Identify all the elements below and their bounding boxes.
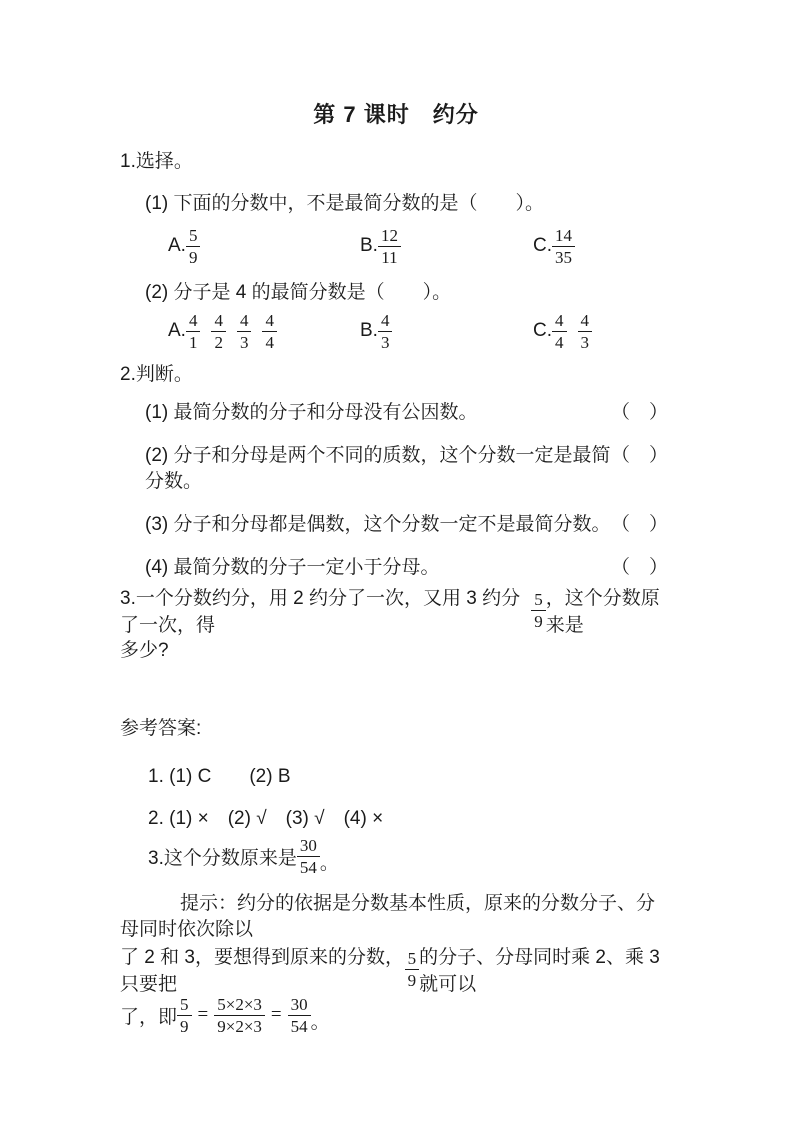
fraction-numerator: 4 [380, 310, 390, 330]
option-label: C. [533, 235, 552, 256]
fraction [262, 311, 277, 352]
q3-line-2: 多少? [120, 640, 169, 661]
hint-line-3 [120, 992, 672, 1038]
answer-line-1: 1. (1) C (2) B [148, 766, 291, 787]
answer-bracket: （ ） [610, 514, 668, 535]
fraction [237, 311, 252, 352]
q1-option-b [360, 223, 401, 269]
fraction-numerator: 4 [580, 310, 589, 330]
fraction-denominator: 3 [578, 331, 593, 352]
answer-line-3 [120, 833, 672, 879]
answer-3-period: 。 [319, 853, 339, 874]
q2-options-row [120, 308, 672, 354]
fraction-denominator: 2 [211, 331, 226, 352]
q2-stem: (2) 分子是 4 的最简分数是（ ）。 [145, 282, 452, 303]
fraction-numerator: 5 [534, 589, 543, 609]
fraction-numerator: 4 [214, 310, 223, 330]
answer-bracket: （ ） [610, 557, 668, 578]
judge-item-2 [120, 443, 672, 495]
q3-text-post: ，这个分数原来是 [545, 588, 660, 636]
q3-text-pre: 3.一个分数约分，用 2 约分了一次，又用 3 约分了一次，得 [120, 588, 521, 636]
option-label: B. [360, 235, 378, 256]
q2-option-b [360, 308, 392, 354]
fraction-numerator: 4 [555, 310, 564, 330]
fraction [378, 226, 401, 267]
option-label: A. [168, 320, 186, 341]
fraction-numerator: 5×2×3 [217, 994, 262, 1014]
fraction [177, 995, 192, 1036]
fraction-numerator: 5 [407, 948, 417, 968]
judge-text: (2) 分子和分母是两个不同的质数，这个分数一定是最简分数。 [145, 445, 611, 492]
answer-bracket: （ ） [610, 402, 668, 423]
fraction-denominator: 9 [186, 246, 201, 267]
fraction [186, 311, 201, 352]
fraction [578, 311, 593, 352]
option-label: C. [533, 320, 552, 341]
hint-line-2 [120, 946, 672, 995]
fraction [288, 995, 311, 1036]
fraction [186, 226, 201, 267]
judge-text: (3) 分子和分母都是偶数，这个分数一定不是最简分数。 [145, 514, 611, 535]
q3-line-1 [120, 587, 672, 636]
section-2-heading: 2.判断。 [120, 364, 193, 385]
fraction-numerator: 30 [290, 994, 308, 1014]
fraction-denominator: 4 [262, 331, 277, 352]
fraction [214, 995, 265, 1036]
page-title: 第 7 课时 约分 [313, 102, 479, 127]
judge-item-4 [120, 555, 672, 581]
fraction-denominator: 3 [378, 331, 393, 352]
equals-sign: = [197, 1004, 209, 1025]
fraction-denominator: 9×2×3 [214, 1015, 265, 1036]
fraction-group [552, 311, 592, 352]
q1-option-c [533, 223, 575, 269]
q1-option-a [168, 223, 200, 269]
fraction-numerator: 4 [239, 310, 249, 330]
fraction [531, 590, 546, 631]
answer-bracket: （ ） [610, 445, 668, 466]
fraction-denominator: 4 [552, 331, 567, 352]
fraction [552, 311, 567, 352]
q2-option-c [533, 308, 592, 354]
fraction-numerator: 30 [299, 835, 317, 855]
fraction-denominator: 1 [186, 331, 201, 352]
judge-item-3 [120, 512, 672, 538]
fraction-denominator: 54 [288, 1015, 311, 1036]
fraction-group [186, 311, 277, 352]
fraction-numerator: 12 [380, 225, 398, 245]
option-label: B. [360, 320, 378, 341]
hint-line-1: 提示：约分的依据是分数基本性质，原来的分数分子、分母同时依次除以 [120, 893, 656, 940]
answer-3-text: 3.这个分数原来是 [148, 847, 297, 869]
hint-2-text-post: 的分子、分母同时乘 2、乘 3 就可以 [419, 947, 666, 995]
hint-2-text-pre: 了 2 和 3，要想得到原来的分数，只要把 [120, 947, 404, 995]
option-label: A. [168, 235, 186, 256]
equals-sign: = [270, 1004, 282, 1025]
q2-option-a [168, 308, 277, 354]
judge-text: (4) 最简分数的分子一定小于分母。 [145, 557, 440, 578]
fraction [297, 836, 320, 877]
fraction-denominator: 9 [405, 969, 420, 990]
hint-3-text-pre: 了，即 [120, 1006, 178, 1028]
fraction-numerator: 5 [180, 994, 189, 1014]
answer-line-2: 2. (1) × (2) √ (3) √ (4) × [148, 808, 384, 829]
fraction-numerator: 14 [555, 225, 572, 245]
fraction-denominator: 11 [378, 246, 400, 267]
q1-options-row [120, 223, 672, 269]
fraction-numerator: 4 [188, 310, 198, 330]
judge-text: (1) 最简分数的分子和分母没有公因数。 [145, 402, 478, 423]
fraction [211, 311, 226, 352]
fraction-denominator: 54 [297, 856, 320, 877]
fraction-denominator: 35 [552, 246, 575, 267]
fraction [405, 949, 420, 990]
equation-period: 。 [310, 1012, 330, 1033]
answers-heading: 参考答案: [120, 718, 202, 739]
fraction-denominator: 9 [531, 610, 546, 631]
fraction-denominator: 3 [237, 331, 252, 352]
section-1-heading: 1.选择。 [120, 151, 193, 172]
judge-item-1 [120, 400, 672, 426]
fraction-numerator: 5 [188, 225, 198, 245]
fraction [378, 311, 393, 352]
fraction-denominator: 9 [177, 1015, 192, 1036]
fraction [552, 226, 575, 267]
fraction-numerator: 4 [265, 310, 274, 330]
q1-stem: (1) 下面的分数中，不是最简分数的是（ ）。 [145, 193, 545, 214]
